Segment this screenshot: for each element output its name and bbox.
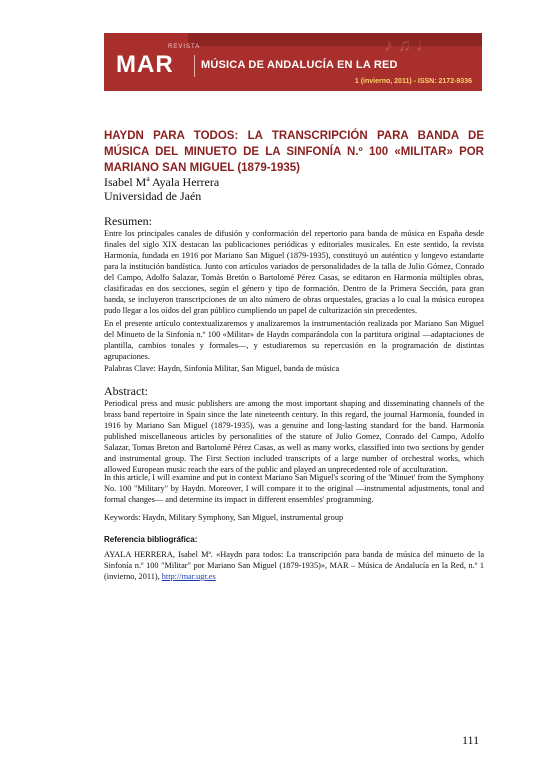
banner-revista-label: REVISTA	[168, 44, 201, 50]
abstract-paragraph-1: Periodical press and music publishers are among the most important shaping and disseminating channels of the brass band repertoire in Spain since the late nineteenth century. In this regard, the journal Harmonía, founded in 1916 by Mariano San Miguel (1879-1935), was a genuine and long-lasting standard for the band. Harmonía published miscellaneous articles by personalities of the stature of Julio Gomez, Conrado del Campo, Adolfo Salazar, Tomas Breton and Bartolomé Pérez Casas, as well as many works, classified into two sections by gender and instrumental group. The First Section included transcripts of a large number of orchestral works, which allowed European music reach the ears of the public and played an unprecedented role of acculturation.	[104, 399, 484, 474]
journal-banner	[104, 33, 482, 91]
article-title: HAYDN PARA TODOS: LA TRANSCRIPCIÓN PARA BANDA DE MÚSICA DEL MINUETO DE LA SINFONÍA N.º 100 «MILITAR» POR MARIANO SAN MIGUEL (1879-1935)	[104, 130, 484, 174]
page-number: 111	[462, 733, 480, 747]
music-notes-icon: ♪ ♫ ♩	[384, 35, 434, 55]
banner-divider	[194, 55, 195, 77]
reference-text	[104, 549, 484, 582]
author-name: Isabel Mª Ayala Herrera	[104, 175, 220, 189]
abstract-paragraph-2: In this article, I will examine and put in context Mariano San Miguel's scoring of the 'Minuet' from the Symphony No. 100 "Military" by Haydn. Moreover, I will compare it to the original —instrumental adjustments, tonal and formal changes— and determine its impact in different ensembles' programming.	[104, 473, 484, 504]
banner-logo-mar: MAR	[116, 51, 174, 78]
author-affiliation: Universidad de Jaén	[104, 189, 202, 203]
reference-citation: AYALA HERRERA, Isabel Mª. «Haydn para todos: La transcripción para banda de música del minueto de la Sinfonía n.º 100 "Militar" por Mariano San Miguel (1879-1935)», MAR – Música de Andalucía en la Red, n.º 1 (invierno, 2011),	[104, 550, 484, 581]
reference-heading: Referencia bibliográfica:	[104, 535, 198, 544]
abstract-keywords: Keywords: Haydn, Military Symphony, San Miguel, instrumental group	[104, 513, 344, 522]
resumen-paragraph-2: En el presente artículo contextualizaremos y analizaremos la instrumentación realizada por Mariano San Miguel del Minueto de la Sinfonía n.º 100 «Militar» de Haydn comparándola con la partitura original —adaptaciones de plantilla, cambios tonales y formales—, y estudiaremos su repercusión en la programación de distintas agrupaciones.	[104, 319, 484, 361]
banner-issue: 1 (invierno, 2011) - ISSN: 2172-9336	[354, 78, 472, 85]
abstract-heading: Abstract:	[104, 384, 148, 398]
banner-subtitle: MÚSICA DE ANDALUCÍA EN LA RED	[201, 59, 398, 71]
resumen-heading: Resumen:	[104, 214, 152, 228]
reference-link[interactable]: http://mar.ugr.es	[161, 572, 216, 581]
resumen-paragraph-1: Entre los principales canales de difusión y conformación del repertorio para banda de música en España desde finales del siglo XIX destacan las publicaciones periódicas y editoriales musicales. En este sentido, la revista Harmonía, fundada en 1916 por Mariano San Miguel (1879-1935), constituyó un auténtico y longevo estandarte para la institución bandística. Junto con artículos variados de personalidades de la talla de Julio Gómez, Conrado del Campo, Adolfo Salazar, Tomás Bretón o Bartolomé Pérez Casas, se editaron en Harmonía múltiples obras, clasificadas en dos secciones, según el género y tipo de formación. Dentro de la Primera Sección, para gran banda, se incluyeron transcripciones de un alto número de obras orquestales, gracias a lo cual la música europea pudo llegar a los oídos del gran público cumpliendo un papel de culturización sin precedentes.	[104, 229, 484, 315]
resumen-keywords: Palabras Clave: Haydn, Sinfonía Militar, San Miguel, banda de música	[104, 364, 340, 373]
banner-stripe	[188, 33, 482, 46]
